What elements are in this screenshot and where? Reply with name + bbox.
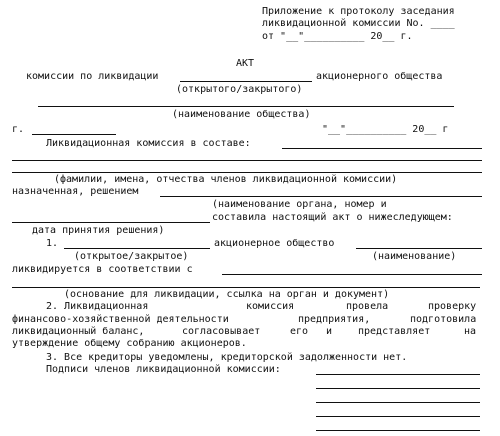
commission-suffix: акционерного общества [316, 71, 443, 82]
item-2-line-1a: 2. Ликвидационная [46, 301, 149, 312]
item-2-line-3f: на [464, 326, 477, 337]
composition-blank-3[interactable] [12, 172, 482, 173]
organ-hint: (наименование органа, номер и [212, 199, 387, 210]
signatures-label: Подписи членов ликвидационной комиссии: [46, 364, 281, 375]
item-1-name-blank[interactable] [356, 248, 482, 249]
composition-blank-1[interactable] [282, 148, 482, 149]
basis-hint: (основание для ликвидации, ссылка на орган и документ) [64, 289, 390, 300]
decision-date-hint: дата принятия решения) [32, 225, 165, 236]
city-blank[interactable] [32, 134, 116, 135]
document-title: АКТ [236, 58, 255, 69]
item-2-line-3b: согласовывает [182, 326, 261, 337]
basis-blank-1[interactable] [222, 274, 482, 275]
city-prefix: г. [12, 124, 25, 135]
composition-label: Ликвидационная комиссия в составе: [46, 138, 251, 149]
item-2-line-3a: ликвидационный баланс, [12, 326, 145, 337]
item-2-line-1d: проверку [428, 301, 477, 312]
item-2-line-1b: комиссия [246, 301, 295, 312]
company-type-hint: (открытого/закрытого) [176, 84, 303, 95]
commission-label: комиссии по ликвидации [26, 71, 159, 82]
appointed-by-label: назначенная, решением [12, 186, 139, 197]
item-2-line-2a: финансово-хозяйственной деятельности [12, 314, 229, 325]
basis-blank-2[interactable] [12, 287, 480, 288]
header-line-3: от "__"__________ 20__ г. [262, 31, 413, 42]
item-2-line-4: утверждение общему собранию акционеров. [12, 338, 247, 349]
item-3: 3. Все кредиторы уведомлены, кредиторской задолженности нет. [46, 352, 408, 363]
company-type-blank[interactable] [180, 81, 312, 82]
item-2-line-2c: подготовила [410, 314, 477, 325]
item-1-type-hint: (открытое/закрытое) [74, 251, 189, 262]
signature-line-5[interactable] [316, 430, 480, 431]
company-name-blank[interactable] [38, 106, 454, 107]
company-name-hint: (наименование общества) [172, 109, 311, 120]
item-1-name-hint: (наименование) [372, 251, 457, 262]
item-2-line-1c: провела [346, 301, 389, 312]
signature-line-1[interactable] [316, 374, 480, 375]
item-1-company-label: акционерное общество [214, 238, 335, 249]
compiled-statement: составила настоящий акт о нижеследующем: [212, 212, 453, 223]
header-line-1: Приложение к протоколу заседания [262, 6, 455, 17]
liquidated-label: ликвидируется в соответствии с [12, 264, 193, 275]
signature-line-2[interactable] [316, 388, 480, 389]
item-1-number: 1. [46, 238, 59, 249]
signature-line-3[interactable] [316, 402, 480, 403]
item-2-line-3d: и [326, 326, 333, 337]
composition-blank-2[interactable] [12, 160, 482, 161]
appointed-by-blank[interactable] [160, 196, 482, 197]
signature-line-4[interactable] [316, 416, 480, 417]
item-1-type-blank[interactable] [64, 248, 210, 249]
act-date: "__"__________ 20__ г [322, 124, 449, 135]
header-line-2: ликвидационной комиссии No. ____ [262, 18, 455, 29]
item-2-line-3e: представляет [358, 326, 431, 337]
members-hint: (фамилии, имена, отчества членов ликвидационной комиссии) [54, 174, 398, 185]
item-2-line-3c: его [290, 326, 309, 337]
organ-blank[interactable] [12, 222, 210, 223]
item-2-line-2b: предприятия, [298, 314, 371, 325]
